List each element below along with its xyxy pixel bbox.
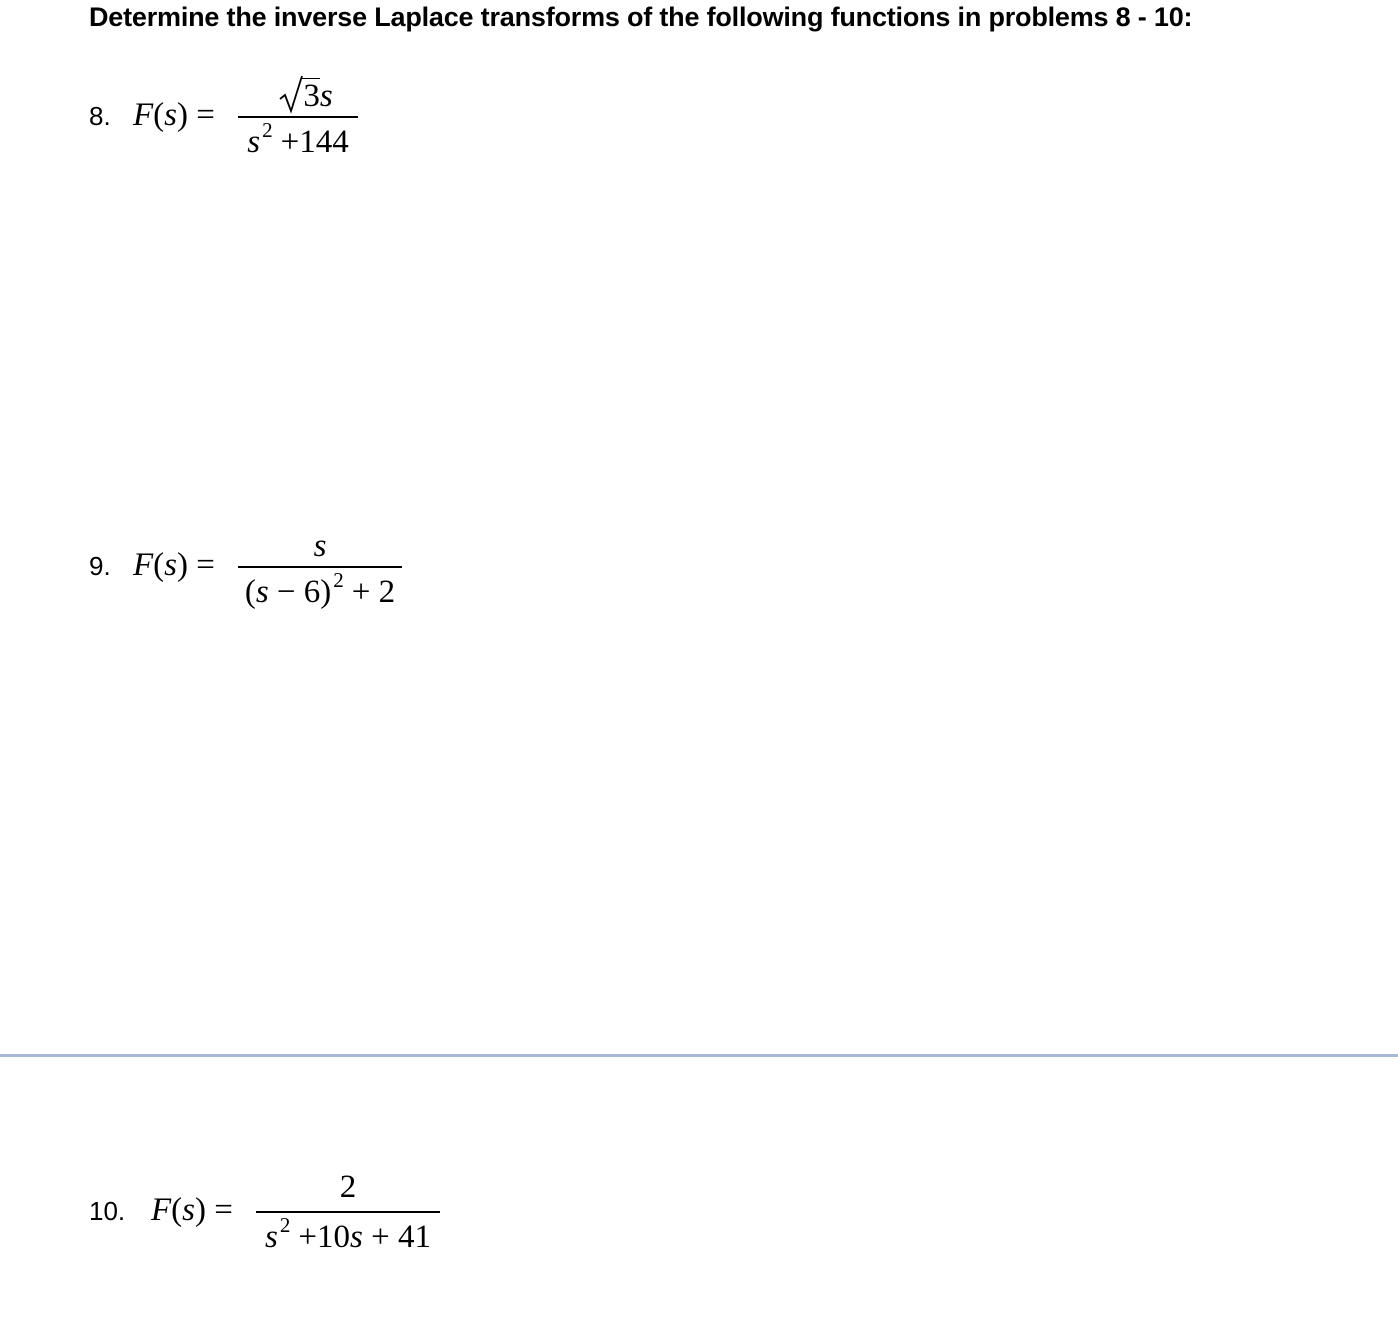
denominator-open-paren: ( bbox=[244, 574, 256, 610]
function-variable: s bbox=[182, 1192, 196, 1228]
denominator bbox=[256, 1213, 440, 1255]
numerator-value: 2 bbox=[339, 1169, 357, 1205]
denominator-mid: +10 bbox=[298, 1219, 350, 1255]
fraction bbox=[256, 1155, 440, 1265]
paren-close-equals: ) = bbox=[177, 97, 215, 133]
square-root bbox=[279, 78, 320, 114]
radicand: 3 bbox=[303, 78, 320, 114]
denominator-variable: s bbox=[255, 574, 269, 610]
paren-close-equals: ) = bbox=[177, 547, 215, 583]
paren-open: ( bbox=[171, 1192, 183, 1228]
numerator bbox=[238, 528, 402, 564]
function-label bbox=[133, 547, 215, 583]
denominator-base: s bbox=[265, 1219, 278, 1255]
paren-close-equals: ) = bbox=[195, 1192, 233, 1228]
denominator-exponent: 2 bbox=[262, 118, 273, 142]
problem-number: 9. bbox=[89, 551, 111, 581]
numerator-variable: s bbox=[319, 78, 333, 114]
denominator-inner: − 6) bbox=[268, 574, 332, 610]
numerator bbox=[256, 1169, 440, 1205]
denominator bbox=[238, 568, 402, 610]
function-name: F bbox=[133, 547, 154, 583]
denominator bbox=[238, 118, 358, 160]
paren-open: ( bbox=[153, 97, 165, 133]
fraction-bar bbox=[238, 116, 358, 118]
function-name: F bbox=[151, 1192, 172, 1228]
numerator bbox=[238, 78, 358, 114]
denominator-base: s bbox=[247, 124, 261, 160]
function-label bbox=[133, 97, 215, 133]
problem-number: 8. bbox=[89, 101, 111, 131]
denominator-exponent: 2 bbox=[333, 568, 344, 592]
fraction bbox=[238, 510, 402, 620]
function-label bbox=[151, 1192, 233, 1228]
problem-number: 10. bbox=[89, 1196, 126, 1226]
function-variable: s bbox=[164, 547, 178, 583]
denominator-variable: s bbox=[350, 1219, 363, 1255]
function-name: F bbox=[133, 97, 154, 133]
radical-sign-icon bbox=[279, 75, 303, 115]
paren-open: ( bbox=[153, 547, 165, 583]
denominator-rest: +144 bbox=[280, 124, 349, 160]
instruction-heading: Determine the inverse Laplace transforms of the following functions in problems 8 - 10: bbox=[89, 2, 1193, 32]
denominator-exponent: 2 bbox=[279, 1213, 291, 1237]
denominator-rest: + 2 bbox=[351, 574, 396, 610]
numerator-variable: s bbox=[313, 528, 327, 564]
denominator-rest: + 41 bbox=[362, 1219, 431, 1255]
page-separator bbox=[0, 1054, 1398, 1057]
function-variable: s bbox=[164, 97, 178, 133]
fraction-bar bbox=[238, 566, 402, 568]
fraction bbox=[238, 60, 358, 170]
